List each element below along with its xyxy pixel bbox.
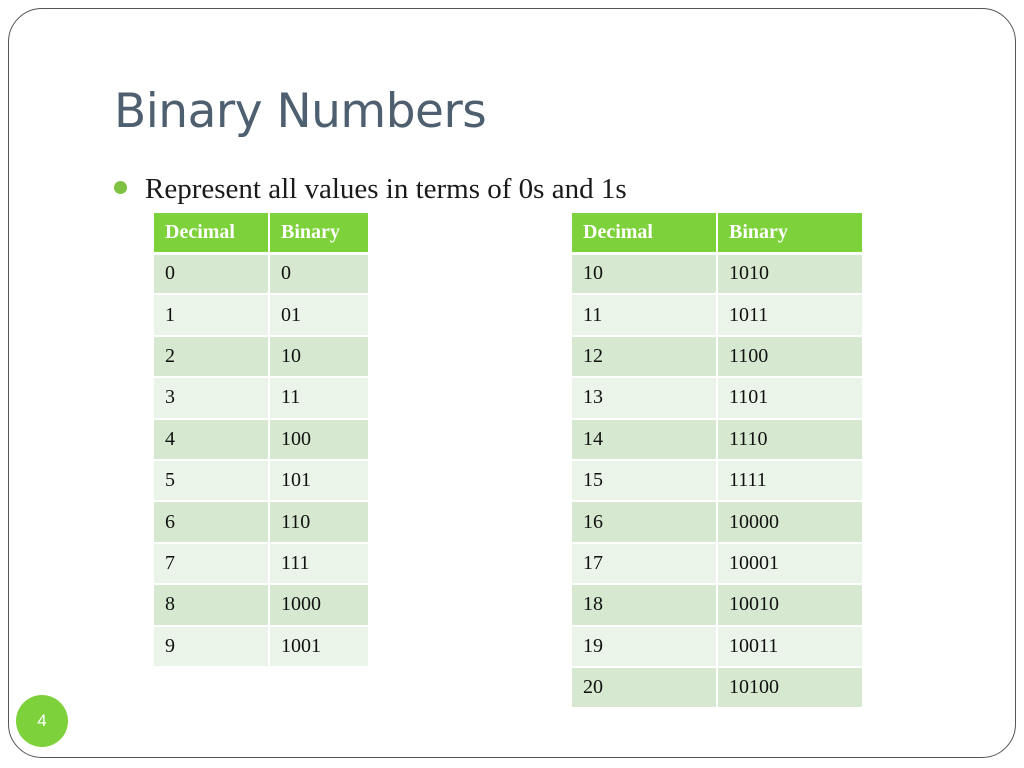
- table-row: [154, 253, 369, 294]
- cell-decimal: 6: [154, 501, 269, 542]
- cell-binary: 10: [269, 336, 369, 377]
- page-number: 4: [37, 711, 47, 730]
- table-row: [154, 626, 369, 667]
- cell-binary: 1110: [717, 419, 863, 460]
- table-row: [154, 501, 369, 542]
- table-row: [154, 460, 369, 501]
- cell-decimal: 16: [572, 501, 717, 542]
- cell-decimal: 9: [154, 626, 269, 667]
- cell-binary: 01: [269, 294, 369, 335]
- decimal-binary-table-right: [572, 213, 864, 709]
- cell-decimal: 12: [572, 336, 717, 377]
- table-row: [572, 584, 863, 625]
- cell-decimal: 15: [572, 460, 717, 501]
- cell-decimal: 13: [572, 377, 717, 418]
- cell-decimal: 5: [154, 460, 269, 501]
- cell-decimal: 10: [572, 253, 717, 294]
- cell-decimal: 19: [572, 626, 717, 667]
- slide-title: Binary Numbers: [114, 84, 487, 139]
- table-row: [154, 584, 369, 625]
- cell-binary: 11: [269, 377, 369, 418]
- table-row: [572, 543, 863, 584]
- table-row: [154, 419, 369, 460]
- bullet-text: Represent all values in terms of 0s and 1s: [145, 172, 627, 205]
- cell-binary: 1011: [717, 294, 863, 335]
- cell-binary: 1000: [269, 584, 369, 625]
- cell-binary: 1111: [717, 460, 863, 501]
- cell-decimal: 3: [154, 377, 269, 418]
- cell-binary: 1101: [717, 377, 863, 418]
- table-row: [154, 294, 369, 335]
- header-decimal: Decimal: [572, 213, 717, 253]
- table-row: [572, 419, 863, 460]
- page-number-badge: [16, 695, 68, 747]
- table-header-row: [572, 213, 863, 253]
- bullet-dot-icon: [114, 181, 127, 194]
- cell-binary: 100: [269, 419, 369, 460]
- cell-decimal: 14: [572, 419, 717, 460]
- cell-binary: 111: [269, 543, 369, 584]
- cell-decimal: 0: [154, 253, 269, 294]
- table-row: [572, 501, 863, 542]
- header-binary: Binary: [717, 213, 863, 253]
- table-row: [572, 626, 863, 667]
- cell-binary: 10001: [717, 543, 863, 584]
- cell-decimal: 4: [154, 419, 269, 460]
- cell-binary: 10010: [717, 584, 863, 625]
- cell-decimal: 17: [572, 543, 717, 584]
- cell-decimal: 8: [154, 584, 269, 625]
- cell-binary: 10000: [717, 501, 863, 542]
- cell-binary: 110: [269, 501, 369, 542]
- cell-binary: 10011: [717, 626, 863, 667]
- table-row: [154, 543, 369, 584]
- cell-binary: 1100: [717, 336, 863, 377]
- header-binary: Binary: [269, 213, 369, 253]
- table-row: [572, 336, 863, 377]
- cell-decimal: 11: [572, 294, 717, 335]
- table-row: [572, 377, 863, 418]
- cell-decimal: 1: [154, 294, 269, 335]
- cell-decimal: 18: [572, 584, 717, 625]
- table-header-row: [154, 213, 369, 253]
- table-row: [572, 460, 863, 501]
- table-row: [154, 336, 369, 377]
- table-row: [154, 377, 369, 418]
- table-row: [572, 253, 863, 294]
- cell-binary: 0: [269, 253, 369, 294]
- table-row: [572, 667, 863, 708]
- cell-binary: 1010: [717, 253, 863, 294]
- cell-decimal: 20: [572, 667, 717, 708]
- decimal-binary-table-left: [154, 213, 370, 668]
- cell-binary: 101: [269, 460, 369, 501]
- cell-binary: 1001: [269, 626, 369, 667]
- cell-decimal: 2: [154, 336, 269, 377]
- bullet-item: [114, 170, 627, 208]
- cell-decimal: 7: [154, 543, 269, 584]
- table-row: [572, 294, 863, 335]
- cell-binary: 10100: [717, 667, 863, 708]
- header-decimal: Decimal: [154, 213, 269, 253]
